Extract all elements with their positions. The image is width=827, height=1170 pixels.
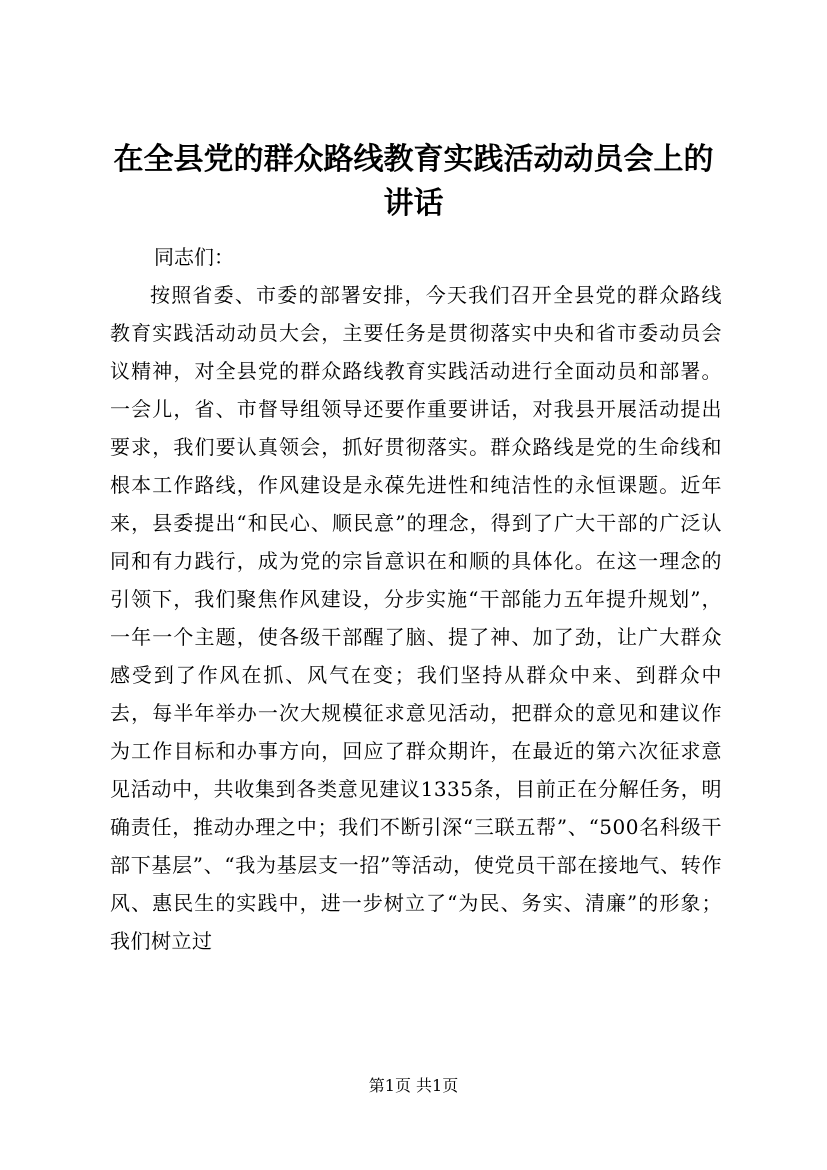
page-footer: 第1页 共1页 <box>368 1076 459 1095</box>
body-paragraph: 按照省委、市委的部署安排，今天我们召开全县党的群众路线教育实践活动动员大会，主要任务是贯彻落实中央和省市委动员会议精神，对全县党的群众路线教育实践活动进行全面动员和部署。一会儿，省、市督导组领导还要作重要讲话，对我县开展活动提出要求，我们要认真领会，抓好贯彻落实。群众路线是党的生命线和根本工作路线，作风建设是永葆先进性和纯洁性的永恒课题。近年来，县委提出“和民心、顺民意”的理念，得到了广大干部的广泛认同和有力践行，成为党的宗旨意识在和顺的具体化。在这一理念的引领下，我们聚焦作风建设，分步实施“干部能力五年提升规划”，一年一个主题，使各级干部醒了脑、提了神、加了劲，让广大群众感受到了作风在抓、风气在变；我们坚持从群众中来、到群众中去，每半年举办一次大规模征求意见活动，把群众的意见和建议作为工作目标和办事方向，回应了群众期许，在最近的第六次征求意见活动中，共收集到各类意见建议1335条，目前正在分解任务，明确责任，推动办理之中；我们不断引深“三联五帮”、“500名科级干部下基层”、“我为基层支一招”等活动，使党员干部在接地气、转作风、惠民生的实践中，进一步树立了“为民、务实、清廉”的形象；我们树立过 <box>110 283 722 953</box>
document-title: 在全县党的群众路线教育实践活动动员会上的讲话 <box>113 142 714 221</box>
salutation: 同志们： <box>154 245 234 269</box>
